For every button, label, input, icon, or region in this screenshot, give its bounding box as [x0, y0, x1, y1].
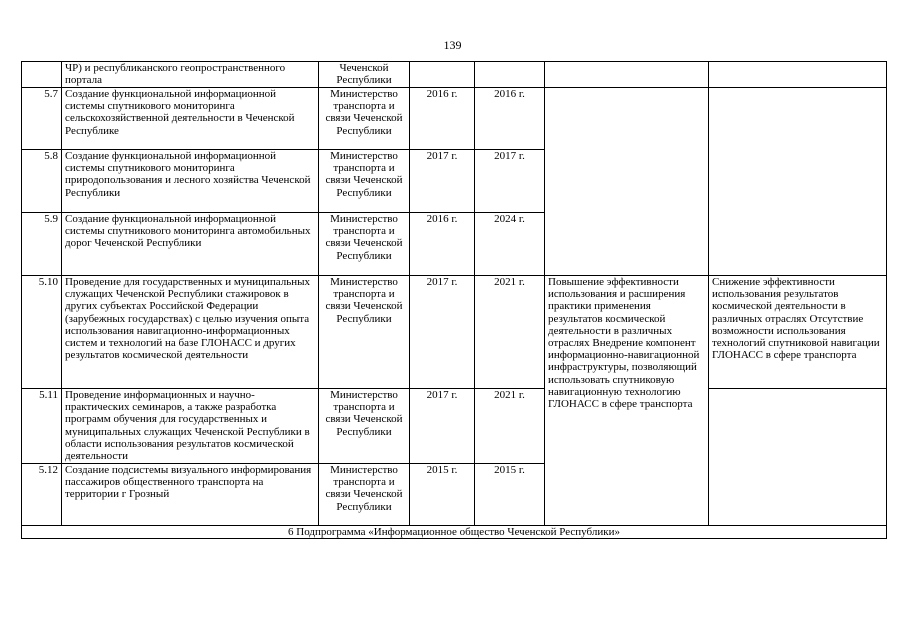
start-date: 2017 г. — [410, 276, 475, 389]
start-date: 2016 г. — [410, 213, 475, 276]
start-date: 2017 г. — [410, 389, 475, 464]
row-number — [22, 62, 62, 88]
activity-name: Создание функциональной информационной системы спутникового мониторинга сельскохозяйственной деятельности в Чеченской Республике — [62, 88, 319, 150]
activity-name: Создание функциональной информационной системы спутникового мониторинга природопользования и лесного хозяйства Чеченской Республики — [62, 150, 319, 213]
row-number: 5.12 — [22, 464, 62, 526]
end-date: 2015 г. — [475, 464, 545, 526]
row-number: 5.11 — [22, 389, 62, 464]
table-row — [22, 389, 887, 464]
table-row — [22, 276, 887, 389]
row-number: 5.10 — [22, 276, 62, 389]
row-number: 5.9 — [22, 213, 62, 276]
page-number: 139 — [443, 38, 462, 52]
row-number: 5.8 — [22, 150, 62, 213]
start-date — [410, 62, 475, 88]
table-row — [22, 62, 887, 88]
executor: Министерство транспорта и связи Чеченской Республики — [319, 213, 410, 276]
expected-result — [545, 62, 709, 88]
executor: Министерство транспорта и связи Чеченской Республики — [319, 88, 410, 150]
subprogram-row — [22, 526, 887, 539]
subprogram-title: 6 Подпрограмма «Информационное общество Чеченской Республики» — [22, 526, 887, 539]
executor: Министерство транспорта и связи Чеченской Республики — [319, 276, 410, 389]
executor: Чеченской Республики — [319, 62, 410, 88]
risk — [709, 88, 887, 276]
risk — [709, 62, 887, 88]
end-date: 2021 г. — [475, 389, 545, 464]
end-date: 2021 г. — [475, 276, 545, 389]
program-table — [21, 61, 887, 539]
start-date: 2015 г. — [410, 464, 475, 526]
end-date: 2017 г. — [475, 150, 545, 213]
start-date: 2016 г. — [410, 88, 475, 150]
activity-name: Проведение для государственных и муниципальных служащих Чеченской Республики стажировок в других субъектах Российской Федерации (зарубежных государствах) с целью изучения опыта использования навигационно-информационных систем и технологий на базе ГЛОНАСС и других результатов космической деятельности — [62, 276, 319, 389]
executor: Министерство транспорта и связи Чеченской Республики — [319, 464, 410, 526]
activity-name: Создание подсистемы визуального информирования пассажиров общественного транспорта на территории г Грозный — [62, 464, 319, 526]
risk — [709, 389, 887, 526]
executor: Министерство транспорта и связи Чеченской Республики — [319, 389, 410, 464]
expected-result: Повышение эффективности использования и расширения практики применения результатов космической деятельности в различных отраслях Внедрение компонент информационно-навигационной инфраструктуры, позволяющий использовать спутниковую навигационную технологию ГЛОНАСС в сфере транспорта — [545, 276, 709, 526]
row-number: 5.7 — [22, 88, 62, 150]
risk: Снижение эффективности использования результатов космической деятельности в различных отраслях Отсутствие возможности использования технологий спутниковой навигации ГЛОНАСС в сфере транспорта — [709, 276, 887, 389]
expected-result — [545, 88, 709, 276]
executor: Министерство транспорта и связи Чеченской Республики — [319, 150, 410, 213]
table-row — [22, 88, 887, 150]
activity-name: Создание функциональной информационной системы спутникового мониторинга автомобильных дорог Чеченской Республики — [62, 213, 319, 276]
end-date: 2024 г. — [475, 213, 545, 276]
end-date: 2016 г. — [475, 88, 545, 150]
activity-name: Проведение информационных и научно-практических семинаров, а также разработка программ обучения для государственных и муниципальных служащих Чеченской Республики в области использования результатов космической деятельности — [62, 389, 319, 464]
end-date — [475, 62, 545, 88]
start-date: 2017 г. — [410, 150, 475, 213]
activity-name: ЧР) и республиканского геопространственного портала — [62, 62, 319, 88]
